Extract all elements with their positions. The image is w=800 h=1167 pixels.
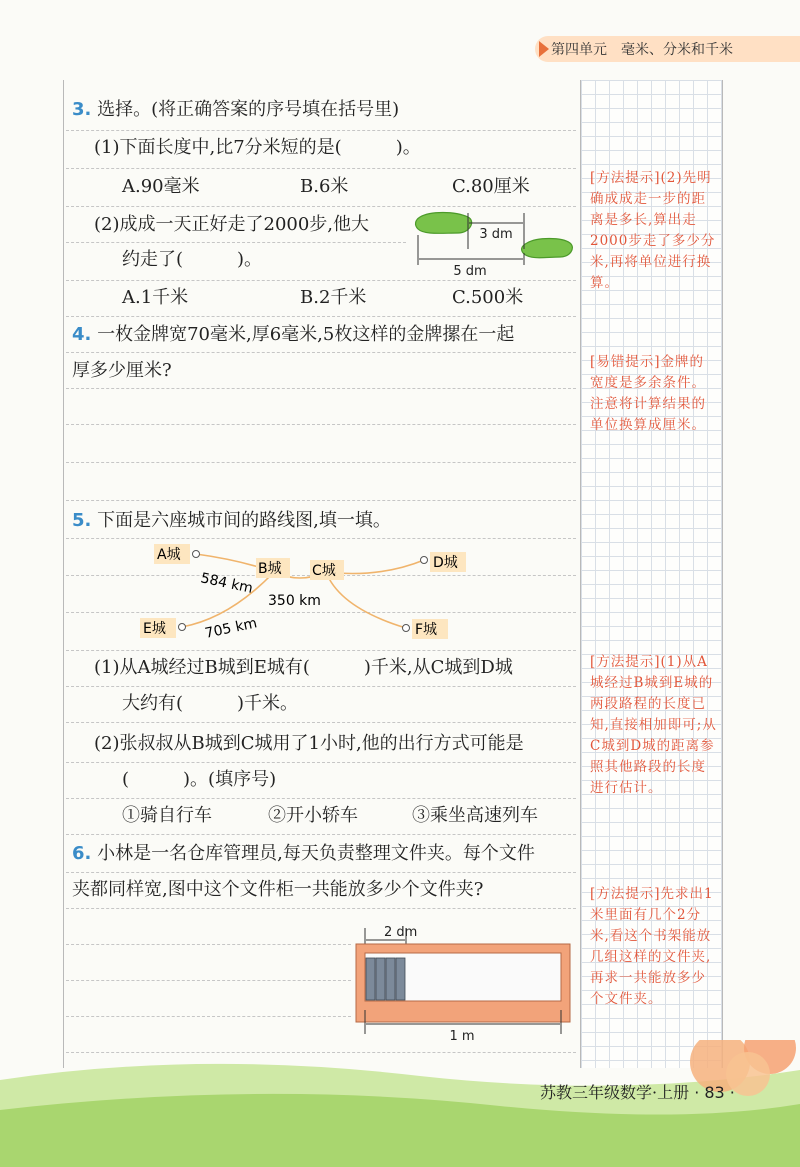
rule-line bbox=[66, 352, 576, 353]
q3-sub1-option-b: B.6米 bbox=[300, 176, 349, 197]
city-c-label: C城 bbox=[312, 563, 336, 579]
unit-header bbox=[535, 36, 800, 62]
folder-icon bbox=[376, 958, 385, 1000]
folder-icon bbox=[396, 958, 405, 1000]
rule-line bbox=[66, 650, 576, 651]
hint-method-2: [方法提示](1)从A城经过B城到E城的两段路程的长度已知,直接相加即可;从C城到D城的距离参照其他路段的长度进行估计。 bbox=[590, 654, 717, 796]
rule-line bbox=[66, 762, 576, 763]
cabinet-top-label: 2 dm bbox=[384, 925, 418, 940]
rule-line bbox=[66, 168, 576, 169]
rule-line bbox=[66, 798, 576, 799]
answer-line bbox=[66, 424, 576, 425]
answer-line bbox=[66, 944, 351, 945]
city-f-label: F城 bbox=[415, 622, 438, 638]
q3-sub2-line2: 约走了( )。 bbox=[122, 249, 263, 270]
page-number: · 83 · bbox=[694, 1083, 735, 1102]
q5-sub2-line1: (2)张叔叔从B城到C城用了1小时,他的出行方式可能是 bbox=[94, 733, 524, 754]
rule-line bbox=[66, 686, 576, 687]
q3-sub2-option-a: A.1千米 bbox=[122, 287, 189, 308]
rule-line bbox=[66, 130, 576, 131]
city-a-label: A城 bbox=[157, 547, 181, 563]
answer-line bbox=[66, 1016, 351, 1017]
footprint-figure bbox=[410, 205, 575, 280]
q5-sub1-line1: (1)从A城经过B城到E城有( )千米,从C城到D城 bbox=[94, 657, 513, 678]
q5-option-3: ③乘坐高速列车 bbox=[412, 805, 538, 826]
q3-sub2-option-c: C.500米 bbox=[452, 287, 524, 308]
file-cabinet-figure bbox=[350, 918, 575, 1046]
q5-option-1: ①骑自行车 bbox=[122, 805, 212, 826]
rule-line bbox=[66, 722, 576, 723]
city-d-label: D城 bbox=[433, 555, 458, 571]
footprint-icon bbox=[416, 213, 472, 234]
footer bbox=[540, 1080, 735, 1103]
grass-illustration bbox=[0, 1040, 800, 1167]
unit-title: 第四单元 毫米、分米和千米 bbox=[551, 42, 733, 58]
folder-icon bbox=[386, 958, 395, 1000]
dim-label-outer: 5 dm bbox=[453, 264, 487, 279]
route-cf bbox=[326, 572, 406, 628]
city-b-label: B城 bbox=[258, 561, 282, 577]
q4-line1: 4. 一枚金牌宽70毫米,厚6毫米,5枚这样的金牌摞在一起 bbox=[72, 324, 515, 345]
route-map bbox=[130, 538, 470, 648]
q3-title: 3. 选择。(将正确答案的序号填在括号里) bbox=[72, 99, 400, 120]
hint-grid-border bbox=[722, 80, 723, 1068]
q3-sub2-option-b: B.2千米 bbox=[300, 287, 367, 308]
hint-error-1: [易错提示]金牌的宽度是多余条件。注意将计算结果的单位换算成厘米。 bbox=[590, 354, 706, 433]
answer-line bbox=[66, 462, 576, 463]
q4-number: 4. bbox=[72, 324, 92, 345]
q5-title: 5. 下面是六座城市间的路线图,填一填。 bbox=[72, 510, 391, 531]
distance-bc: 350 km bbox=[268, 593, 321, 609]
folder-icon bbox=[366, 958, 375, 1000]
answer-line bbox=[66, 500, 576, 501]
hint-method-1: [方法提示](2)先明确成成走一步的距离是多长,算出走2000步走了多少分米,再将单位进行换算。 bbox=[590, 170, 716, 291]
q3-sub2-line1: (2)成成一天正好走了2000步,他大 bbox=[94, 214, 370, 235]
arrow-icon bbox=[539, 41, 549, 57]
footprint-icon bbox=[522, 239, 573, 258]
hint-method-3: [方法提示]先求出1米里面有几个2分米,看这个书架能放几组这样的文件夹,再求一共能放多少个文件夹。 bbox=[590, 886, 714, 1007]
cabinet-bottom-label: 1 m bbox=[449, 1029, 475, 1044]
rule-line bbox=[66, 242, 406, 243]
q6-number: 6. bbox=[72, 843, 92, 864]
answer-line bbox=[66, 980, 351, 981]
book-title: 苏教三年级数学·上册 bbox=[540, 1083, 690, 1102]
q5-sub2-line2: ( )。(填序号) bbox=[122, 769, 277, 790]
q5-option-2: ②开小轿车 bbox=[268, 805, 358, 826]
q5-number: 5. bbox=[72, 510, 92, 531]
rule-line bbox=[66, 280, 576, 281]
city-e-marker bbox=[179, 624, 186, 631]
distance-be: 705 km bbox=[203, 615, 259, 642]
rule-line bbox=[66, 908, 576, 909]
q6-line1: 6. 小林是一名仓库管理员,每天负责整理文件夹。每个文件 bbox=[72, 843, 535, 864]
dim-label-inner: 3 dm bbox=[479, 227, 513, 242]
rule-line bbox=[66, 834, 576, 835]
rule-line bbox=[66, 316, 576, 317]
q3-number: 3. bbox=[72, 99, 92, 120]
q5-sub1-line2: 大约有( )千米。 bbox=[122, 693, 299, 714]
q3-sub1: (1)下面长度中,比7分米短的是( )。 bbox=[94, 137, 421, 158]
city-e-label: E城 bbox=[143, 621, 166, 637]
q3-sub1-option-a: A.90毫米 bbox=[122, 176, 200, 197]
q3-sub1-option-c: C.80厘米 bbox=[452, 176, 530, 197]
answer-line bbox=[66, 388, 576, 389]
city-a-marker bbox=[193, 551, 200, 558]
city-d-marker bbox=[421, 557, 428, 564]
rule-line bbox=[66, 872, 576, 873]
distance-ab: 584 km bbox=[199, 570, 255, 597]
city-f-marker bbox=[403, 625, 410, 632]
q4-line2: 厚多少厘米? bbox=[72, 360, 172, 381]
q6-line2: 夹都同样宽,图中这个文件柜一共能放多少个文件夹? bbox=[72, 879, 484, 900]
